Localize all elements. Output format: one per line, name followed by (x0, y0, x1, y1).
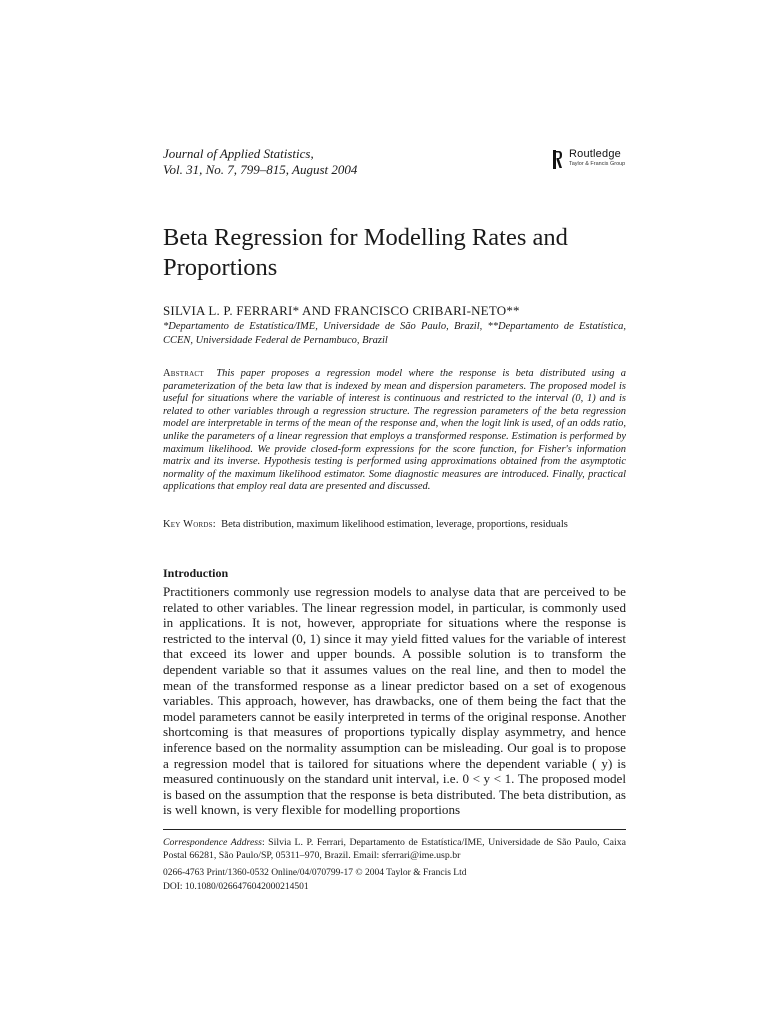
routledge-logo-icon (553, 150, 562, 169)
journal-citation (163, 146, 357, 178)
publication-info (163, 866, 626, 894)
introduction-body: Practitioners commonly use regression models to analyse data that are perceived to be related to other variables. The linear regression model, in particular, is commonly used in applications. It is not, however, appropriate for situations where the response is restricted to the interval (0, 1) since it may yield fitted values for the variable of interest that exceed its lower and upper bounds. A possible solution is to transform the dependent variable so that it assumes values on the real line, and then to model the mean of the transformed response as a linear predictor based on a set of exogenous variables. This approach, however, has drawbacks, one of them being the fact that the model parameters cannot be easily interpreted in terms of the original response. Another shortcoming is that measures of proportions typically display asymmetry, and hence inference based on the normality assumption can be misleading. Our goal is to propose a regression model that is tailored for situations where the dependent variable ( y) is measured continuously on the standard unit interval, i.e. 0 < y < 1. The proposed model is based on the assumption that the response is beta distributed. The beta distribution, as is well known, is very flexible for modelling proportions (163, 584, 626, 818)
journal-volume: Vol. 31, No. 7, 799–815, August 2004 (163, 162, 358, 177)
publisher-name: Routledge (569, 148, 621, 160)
paper-title: Beta Regression for Modelling Rates and Proportions (163, 224, 568, 281)
publisher-group: Taylor & Francis Group (569, 161, 626, 167)
correspondence-address (163, 836, 626, 862)
abstract-label: Abstract (163, 368, 204, 379)
abstract (163, 368, 626, 494)
authors: SILVIA L. P. FERRARI* AND FRANCISCO CRIBARI-NETO** (163, 303, 520, 318)
correspondence-text: : Silvia L. P. Ferrari, Departamento de Estatística/IME, Universidade de São Paulo, Caixa Postal 66281, São Paulo/SP, 05311–970, Brazil. Email: sferrari@ime.usp.br (163, 837, 626, 861)
keywords (163, 518, 626, 531)
publisher-logo (553, 148, 633, 176)
abstract-text: This paper proposes a regression model where the response is beta distributed using a parameterization of the beta law that is indexed by mean and dispersion parameters. The proposed model is useful for situations where the variable of interest is continuous and restricted to the interval (0, 1) and is related to other variables through a regression structure. The regression parameters of the beta regression model are interpretable in terms of the mean of the response and, when the logit link is used, of an odds ratio, unlike the parameters of a linear regression that employs a transformed response. Estimation is performed by maximum likelihood. We provide closed-form expressions for the score function, for Fisher's information matrix and its inverse. Hypothesis testing is performed using approximations obtained from the asymptotic normality of the maximum likelihood estimator. Some diagnostic measures are introduced. Finally, practical applications that employ real data are presented and discussed. (163, 368, 626, 493)
affiliations: *Departamento de Estatística/IME, Universidade de São Paulo, Brazil, **Departamento de Estatística, CCEN, Universidade Federal de Pernambuco, Brazil (163, 321, 626, 346)
section-heading-introduction: Introduction (163, 566, 229, 580)
footnote-divider (163, 829, 626, 830)
keywords-text: Beta distribution, maximum likelihood estimation, leverage, proportions, residuals (221, 519, 568, 530)
keywords-label: Key Words: (163, 519, 216, 530)
correspondence-label: Correspondence Address (163, 837, 262, 848)
journal-name: Journal of Applied Statistics, (163, 146, 314, 161)
issn-line: 0266-4763 Print/1360-0532 Online/04/070799-17 © 2004 Taylor & Francis Ltd (163, 868, 467, 878)
doi-line: DOI: 10.1080/0266476042000214501 (163, 882, 309, 892)
